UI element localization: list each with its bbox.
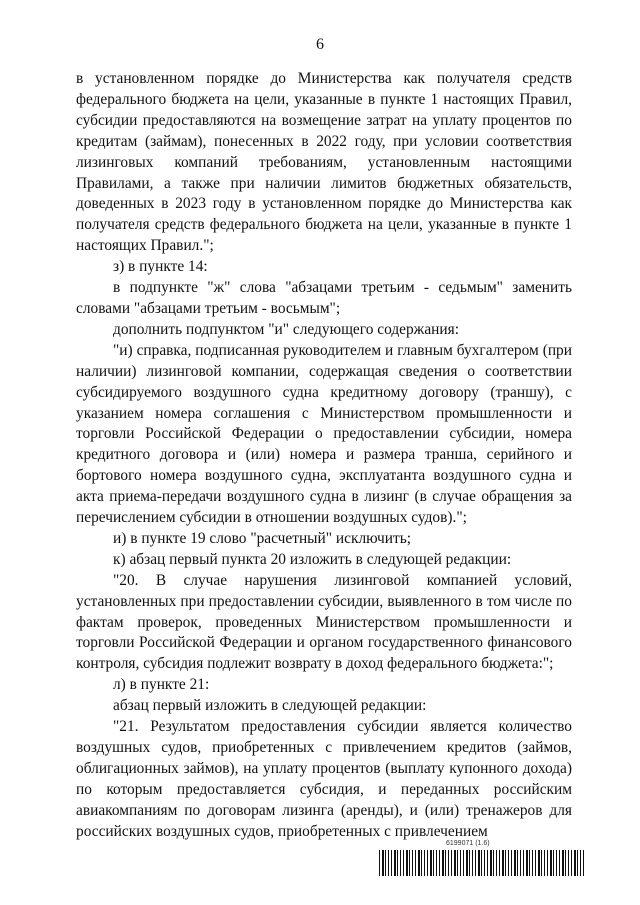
paragraph: "и) справка, подписанная руководителем и главным бухгалтером (при наличии) лизинговой компании, содержащая сведения о соответствии субсидируемого воздушного судна кредитному договору (траншу), с указанием номера соглашения с Министерством промышленности и торговли Российской Федерации о предоставлении субсидии, номера кредитного договора и (или) номера и размера транша, серийного и бортового номера воздушного судна, эксплуатанта воздушного судна и акта приема-передачи воздушного судна в лизинг (в случае обращения за перечислением субсидии в отношении воздушных судов)."; (76, 341, 572, 527)
page-number: 6 (316, 36, 324, 53)
paragraph: дополнить подпунктом "и" следующего содержания: (113, 320, 459, 338)
paragraph: в установленном порядке до Министерства как получателя средств федерального бюджета на цели, указанные в пункте 1 настоящих Правил, субсидии предоставляются на возмещение затрат на уплату процентов по кредитам (займам), понесенных в 2022 году, при условии соответствия лизинговых компаний требованиям, установленным настоящими Правилами, а также при наличии лимитов бюджетных обязательств, доведенных в 2023 году в установленном порядке до Министерства как получателя средств федерального бюджета на цели, указанные в пункте 1 настоящих Правил."; (76, 70, 572, 255)
document-code: 6199071 (1.6) (446, 840, 490, 847)
paragraph: "21. Результатом предоставления субсидии является количество воздушных судов, приобретенных с привлечением кредитов (займов, облигационных займов), на уплату процентов (выплату купонного дохода) по которым предоставляется субсидия, и переданных российским авиакомпаниям по договорам лизинга (аренды), и (или) тренажеров для российских воздушных судов, приобретенных с привлечением (76, 718, 572, 840)
paragraph: и) в пункте 19 слово "расчетный" исключить; (113, 529, 412, 547)
paragraph: л) в пункте 21: (113, 676, 210, 694)
barcode-image (379, 850, 585, 876)
document-body (76, 69, 572, 843)
paragraph: "20. В случае нарушения лизинговой компанией условий, установленных при предоставлении субсидии, выявленного в том числе по фактам проверок, проведенных Министерством промышленности и торговли Российской Федерации и органом государственного финансового контроля, субсидия подлежит возврату в доход федерального бюджета:"; (76, 571, 572, 673)
paragraph: в подпункте "ж" слова "абзацами третьим - седьмым" заменить словами "абзацами третьим - восьмым"; (76, 279, 572, 317)
paragraph: к) абзац первый пункта 20 изложить в следующей редакции: (113, 550, 512, 568)
paragraph: абзац первый изложить в следующей редакции: (113, 697, 427, 715)
paragraph: з) в пункте 14: (113, 258, 208, 276)
